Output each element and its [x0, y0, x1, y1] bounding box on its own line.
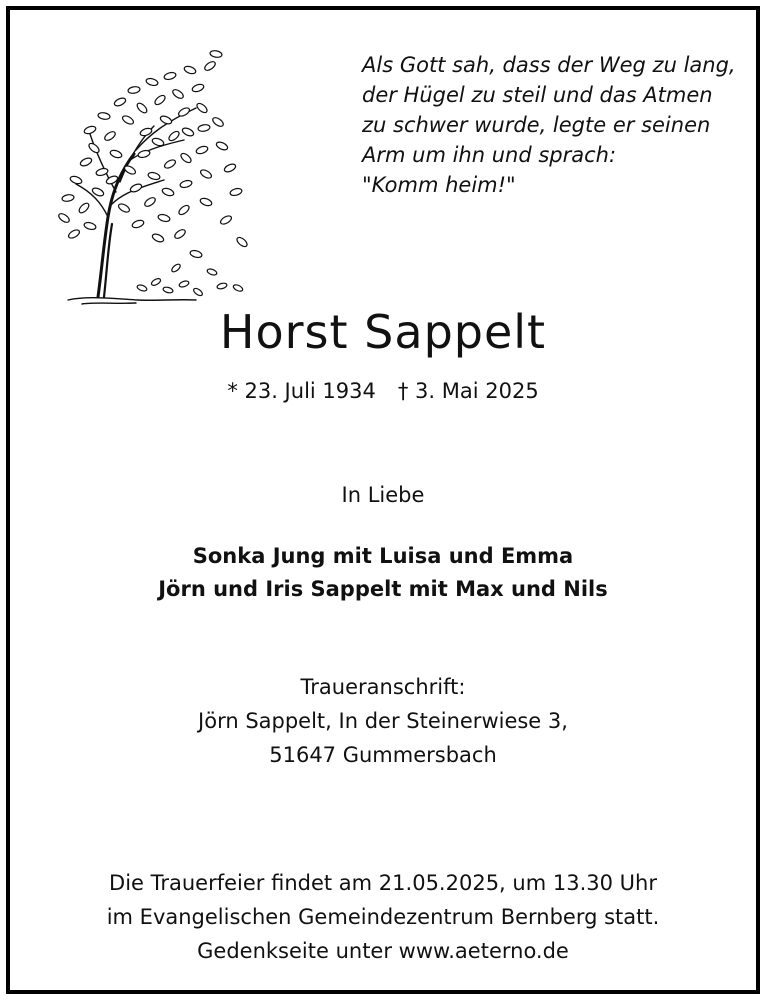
mourning-address — [10, 670, 756, 772]
birth-date: * 23. Juli 1934 — [227, 379, 376, 403]
poem-line: der Hügel zu steil und das Atmen — [362, 83, 713, 107]
service-line: im Evangelischen Gemeindezentrum Bernberg statt. — [106, 905, 660, 929]
windblown-tree-illustration — [46, 42, 256, 312]
poem-line: "Komm heim!" — [362, 173, 516, 197]
mourners-list — [10, 540, 756, 606]
address-label: Traueranschrift: — [300, 675, 466, 699]
poem-line: Als Gott sah, dass der Weg zu lang, — [362, 53, 736, 77]
deceased-name: Horst Sappelt — [219, 305, 547, 359]
obituary-notice — [6, 6, 760, 994]
mourners-intro: In Liebe — [341, 483, 425, 507]
death-date: † 3. Mai 2025 — [397, 379, 539, 403]
mourner-line: Jörn und Iris Sappelt mit Max und Nils — [158, 577, 608, 601]
life-dates — [10, 376, 756, 406]
funeral-service-info — [10, 866, 756, 968]
poem-line: zu schwer wurde, legte er seinen — [362, 113, 711, 137]
address-line: Jörn Sappelt, In der Steinerwiese 3, — [198, 709, 568, 733]
poem — [362, 50, 736, 200]
service-line: Die Trauerfeier findet am 21.05.2025, um 13.30 Uhr — [109, 871, 657, 895]
service-line: Gedenkseite unter www.aeterno.de — [197, 939, 569, 963]
poem-line: Arm um ihn und sprach: — [362, 143, 617, 167]
mourner-line: Sonka Jung mit Luisa und Emma — [192, 544, 574, 568]
address-line: 51647 Gummersbach — [269, 743, 497, 767]
